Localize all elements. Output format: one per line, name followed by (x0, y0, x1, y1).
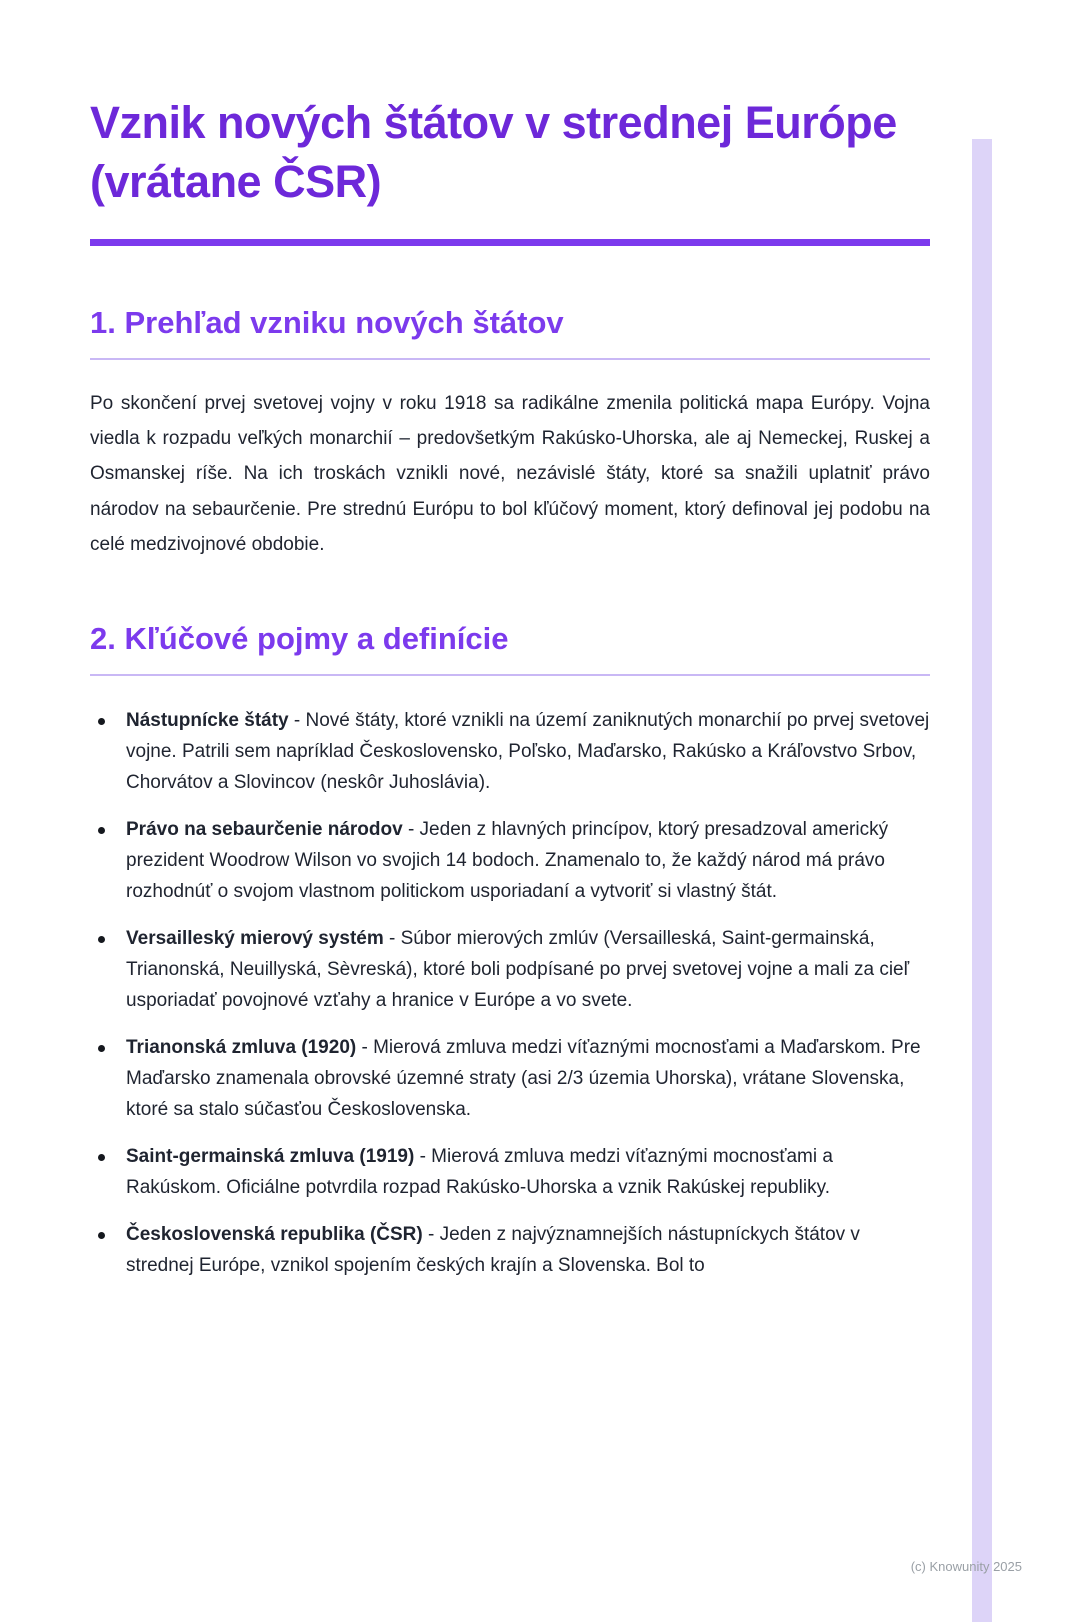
bullet-icon (98, 1232, 105, 1239)
term-label: Nástupnícke štáty (126, 710, 289, 732)
list-item (90, 1142, 930, 1204)
term-label: Právo na sebaurčenie národov (126, 819, 403, 841)
page-title: Vznik nových štátov v strednej Európe (vrátane ČSR) (90, 97, 897, 207)
copyright-note: (c) Knowunity 2025 (910, 1559, 1022, 1574)
term-definition: - Mierová zmluva medzi víťaznými mocnosťami a Rakúskom. Oficiálne potvrdila rozpad Rakúsko-Uhorska a vznik Rakúskej republiky. (126, 1145, 833, 1198)
list-item (90, 706, 930, 799)
term-definition: - Jeden z najvýznamnejších nástupníckych štátov v strednej Európe, vznikol spojením českých krajín a Slovenska. Bol to (126, 1223, 860, 1276)
bullet-icon (98, 936, 105, 943)
term-definition: - Nové štáty, ktoré vznikli na území zaniknutých monarchií po prvej svetovej vojne. Patrili sem napríklad Československo, Poľsko, Maďarsko, Rakúsko a Kráľovstvo Srbov, Chorvátov a Slovincov (neskôr Juhoslávia). (126, 710, 930, 794)
section-1-paragraph: Po skončení prvej svetovej vojny v roku 1918 sa radikálne zmenila politická mapa Európy. Vojna viedla k rozpadu veľkých monarchií – predovšetkým Rakúsko-Uhorska, ale aj Nemeckej, Ruskej a Osmanskej ríše. Na ich troskách vznikli nové, nezávislé štáty, ktoré sa snažili uplatniť právo národov na sebaurčenie. Pre strednú Európu to bol kľúčový moment, ktorý definoval jej podobu na celé medzivojnové obdobie. (90, 392, 930, 556)
section-2-heading: 2. Kľúčové pojmy a definície (90, 621, 509, 657)
term-definition: - Súbor mierových zmlúv (Versailleská, Saint-germainská, Trianonská, Neuillyská, Sèvreská), ktoré boli podpísané po prvej svetovej vojne a mali za cieľ usporiadať povojnové vzťahy a hranice v Európe a vo svete. (126, 927, 910, 1011)
section-definitions (90, 620, 930, 1281)
list-item (90, 924, 930, 1017)
section-1-divider (90, 358, 930, 360)
bullet-icon (98, 827, 105, 834)
term-definition: - Mierová zmluva medzi víťaznými mocnosťami a Maďarskom. Pre Maďarsko znamenala obrovské územné straty (asi 2/3 územia Uhorska), vrátane Slovenska, ktoré sa stalo súčasťou Československa. (126, 1036, 921, 1120)
document-content (90, 94, 930, 1282)
right-edge-stripe (972, 139, 992, 1622)
term-definition: - Jeden z hlavných princípov, ktorý presadzoval americký prezident Woodrow Wilson vo svojich 14 bodoch. Znamenalo to, že každý národ má právo rozhodnúť o svojom vlastnom politickom usporiadaní a vytvoriť si vlastný štát. (126, 819, 889, 902)
list-item (90, 815, 930, 908)
term-label: Československá republika (ČSR) (126, 1223, 423, 1245)
section-1-heading: 1. Prehľad vzniku nových štátov (90, 305, 564, 340)
section-overview (90, 304, 930, 562)
bullet-icon (98, 718, 105, 725)
term-label: Versailleský mierový systém (126, 927, 384, 949)
definitions-list (90, 706, 930, 1282)
title-divider (90, 239, 930, 246)
term-label: Trianonská zmluva (1920) (126, 1036, 357, 1058)
list-item (90, 1220, 930, 1282)
section-2-divider (90, 674, 930, 676)
bullet-icon (98, 1045, 105, 1052)
list-item (90, 1033, 930, 1126)
term-label: Saint-germainská zmluva (1919) (126, 1145, 415, 1167)
bullet-icon (98, 1154, 105, 1161)
